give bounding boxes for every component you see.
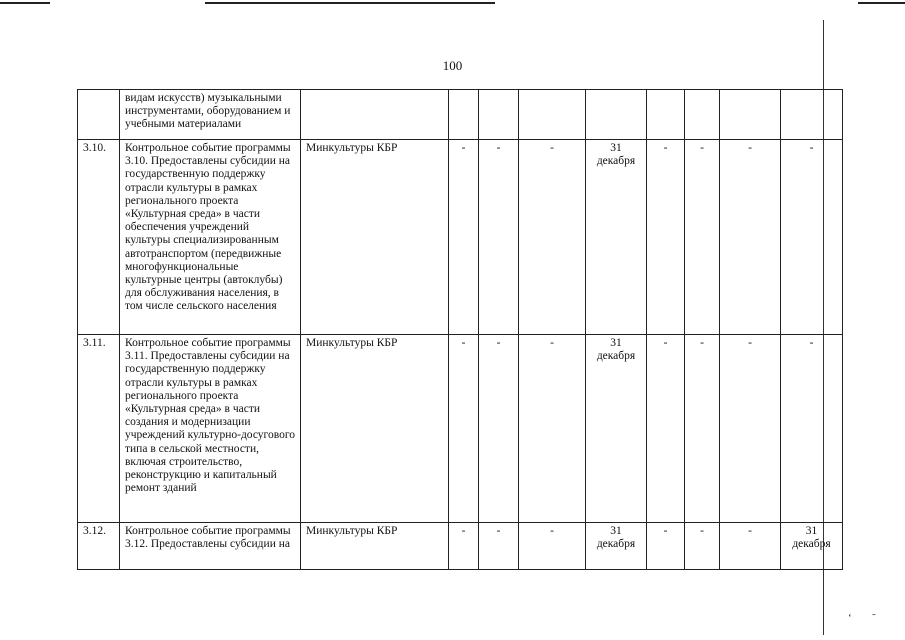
cell-value: - [685,523,720,570]
cell-value: - [781,335,843,523]
cell-event: видам искусств) музыкальными инструментами, оборудованием и учебными материалами [120,90,301,140]
cell-value: - [781,140,843,335]
cell-number: 3.12. [78,523,120,570]
cell-executor: Минкультуры КБР [301,140,449,335]
cell-value: - [479,523,519,570]
cell-value: - [519,335,586,523]
page-number: 100 [442,58,463,73]
table-row-3-11 [78,335,843,523]
cell-event: Контрольное событие программы 3.11. Предоставлены субсидии на государственную поддержку отрасли культуры в рамках регионального проекта «Культурная среда» в части создания и модернизации учреждений культурно-досугового типа в сельской местности, включая строительство, реконструкцию и капитальный ремонт зданий [120,335,301,523]
cell-value: - [647,335,685,523]
cell-value: - [720,523,781,570]
cell-event: Контрольное событие программы 3.12. Предоставлены субсидии на [120,523,301,570]
cell-value: 31 декабря [586,140,647,335]
cell-number: 3.11. [78,335,120,523]
cell-value: - [685,140,720,335]
scan-mark: ˜ [872,612,876,624]
cell-value: - [479,140,519,335]
scan-artifact-top-center [205,2,495,4]
cell-value: - [449,140,479,335]
table-row-3-10 [78,140,843,335]
cell-value: - [647,523,685,570]
cell-value: - [449,335,479,523]
cell-value: - [720,335,781,523]
cell-number [78,90,120,140]
table-row-continuation [78,90,843,140]
cell-executor: Минкультуры КБР [301,335,449,523]
scan-artifact-top-left [0,2,50,4]
cell-value: - [449,523,479,570]
cell-value: - [720,140,781,335]
plan-table [77,89,843,570]
cell-number: 3.10. [78,140,120,335]
cell-value: - [647,140,685,335]
cell-value: 31 декабря [586,523,647,570]
cell-value: - [479,335,519,523]
cell-executor: Минкультуры КБР [301,523,449,570]
cell-event: Контрольное событие программы 3.10. Предоставлены субсидии на государственную поддержку отрасли культуры в рамках регионального проекта «Культурная среда» в части обеспечения учреждений культуры специализированным автотранспортом (передвижные многофункциональные культурные центры (автоклубы) для обслуживания населения, в том числе сельского населения [120,140,301,335]
cell-value: - [685,335,720,523]
table-row-3-12 [78,523,843,570]
scan-mark: ʻ [848,612,852,624]
cell-value: - [519,523,586,570]
cell-value: 31 декабря [781,523,843,570]
cell-value: 31 декабря [586,335,647,523]
cell-value: - [519,140,586,335]
scan-artifact-top-right [858,2,905,4]
